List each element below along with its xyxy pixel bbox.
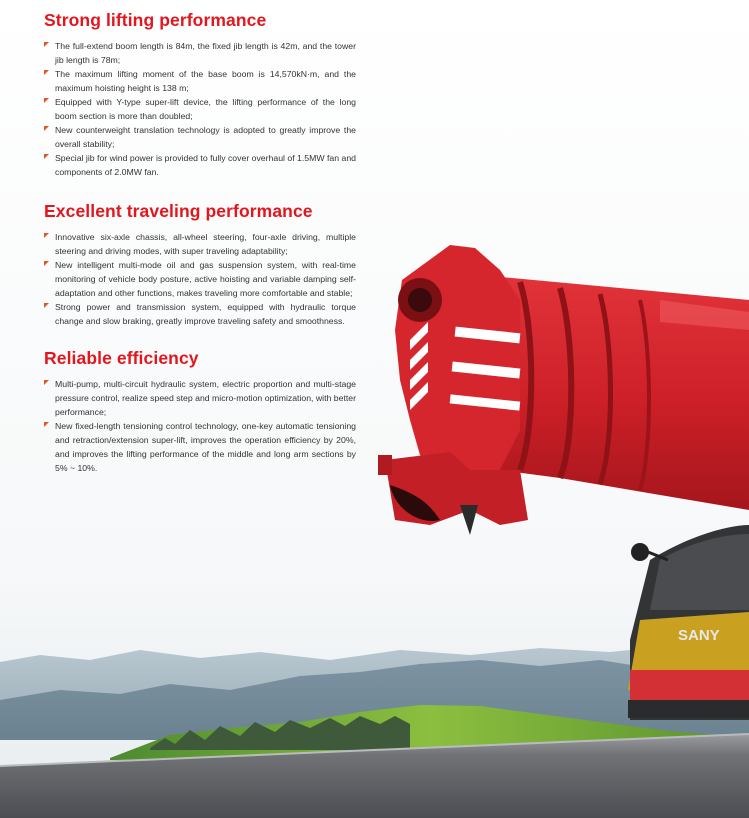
truck-brand: SANY (678, 627, 720, 644)
bullet-marker-icon (44, 233, 49, 238)
list-item-text: The maximum lifting moment of the base boom is 14,570kN·m, and the maximum hoisting height is 138 m; (55, 69, 356, 93)
list-item-text: New intelligent multi-mode oil and gas suspension system, with real-time monitoring of vehicle body posture, active hoisting and variable damping self-adaptation and other functions, makes traveling more comfortable and stable; (55, 260, 356, 298)
bullet-marker-icon (44, 154, 49, 159)
list-item (44, 123, 356, 151)
section-lifting (44, 10, 356, 179)
bullet-list (44, 377, 356, 475)
section-traveling (44, 201, 356, 328)
list-item-text: Innovative six-axle chassis, all-wheel steering, four-axle driving, multiple steering and driving modes, with super traveling adaptability; (55, 232, 356, 256)
bullet-marker-icon (44, 70, 49, 75)
section-heading: Reliable efficiency (44, 348, 199, 368)
list-item (44, 230, 356, 258)
list-item (44, 300, 356, 328)
bullet-marker-icon (44, 42, 49, 47)
truck-cab (628, 525, 749, 720)
list-item-text: The full-extend boom length is 84m, the fixed jib length is 42m, and the tower jib length is 78m; (55, 41, 356, 65)
list-item (44, 39, 356, 67)
bullet-marker-icon (44, 422, 49, 427)
list-item-text: Special jib for wind power is provided to fully cover overhaul of 1.5MW fan and components of 2.0MW fan. (55, 153, 356, 177)
section-efficiency (44, 348, 356, 475)
list-item (44, 419, 356, 475)
list-item (44, 377, 356, 419)
bullet-marker-icon (44, 98, 49, 103)
bullet-list (44, 230, 356, 328)
list-item (44, 95, 356, 123)
list-item (44, 67, 356, 95)
bullet-list (44, 39, 356, 179)
list-item-text: Strong power and transmission system, equipped with hydraulic torque change and slow braking, greatly improve traveling safety and smoothness. (55, 302, 356, 326)
feature-list (44, 10, 356, 475)
list-item-text: Equipped with Y-type super-lift device, the lifting performance of the long boom section is more than doubled; (55, 97, 356, 121)
bullet-marker-icon (44, 261, 49, 266)
list-item-text: New fixed-length tensioning control technology, one-key automatic tensioning and retraction/extension super-lift, improves the operation efficiency by 20%, and improves the lifting performance of the middle and long arm sections by 5% ~ 10%. (55, 421, 356, 473)
list-item (44, 151, 356, 179)
list-item-text: Multi-pump, multi-circuit hydraulic system, electric proportion and multi-stage pressure control, realize speed step and micro-motion optimization, with better performance; (55, 379, 356, 417)
section-heading: Strong lifting performance (44, 10, 267, 30)
bullet-marker-icon (44, 380, 49, 385)
list-item-text: New counterweight translation technology is adopted to greatly improve the overall stability; (55, 125, 356, 149)
section-heading: Excellent traveling performance (44, 201, 313, 221)
bullet-marker-icon (44, 126, 49, 131)
bullet-marker-icon (44, 303, 49, 308)
list-item (44, 258, 356, 300)
